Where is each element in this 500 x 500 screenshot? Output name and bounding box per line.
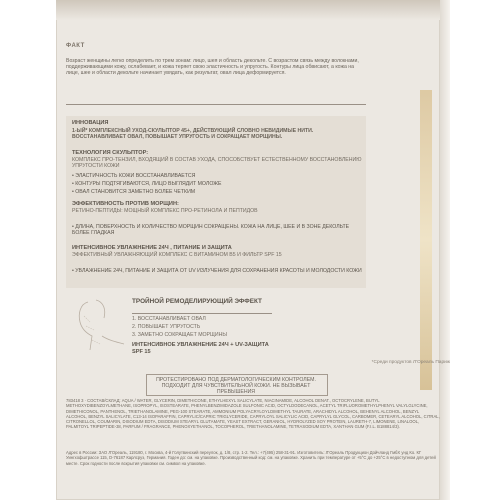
hydration-heading: ИНТЕНСИВНОЕ УВЛАЖНЕНИЕ 24Ч , ПИТАНИЕ И ЗАЩИТА bbox=[72, 245, 232, 251]
manufacturer-text: Адрес в России: ЗАО Л'Ореаль, 119180, г. Москва, 4-й Голутвинский переулок, д. 1/8, стр. 1-2. Тел.: +7(495) 258-31-91. Изготовитель: Л'Ореаль Продукцион Дойчланд ГмбХ унд Ко. КГ Уингхофштрассе 115, D-76187 Карлсруэ, Германия. Годен до: см. на упаковке. Производственный код: см. на упаковке. Хранить при температуре от +5°С до +25°С в недоступном для детей месте. Срок годности после вскрытия упаковки см. символ на упаковке. bbox=[66, 450, 436, 466]
sculptor-text: КОМПЛЕКС ПРО-ТЕНЗИЛ, ВХОДЯЩИЙ В СОСТАВ УХОДА, СПОСОБСТВУЕТ ЕСТЕСТВЕННОМУ ВОССТАНОВЛЕНИЮ УПРУГОСТИ КОЖИ bbox=[72, 157, 362, 170]
box-side-panel bbox=[440, 0, 450, 500]
triple-heading: ТРОЙНОЙ РЕМОДЕЛИРУЮЩИЙ ЭФФЕКТ bbox=[132, 298, 262, 305]
sculptor-bullet: • ОВАЛ СТАНОВИТСЯ ЗАМЕТНО БОЛЕЕ ЧЕТКИМ bbox=[72, 189, 195, 195]
triple-extra: ИНТЕНСИВНОЕ УВЛАЖНЕНИЕ 24Ч + UV-ЗАЩИТА SPF 15 bbox=[132, 342, 269, 355]
hydration-bullet: • УВЛАЖНЕНИЕ 24Ч, ПИТАНИЕ И ЗАЩИТА ОТ UV ИЗЛУЧЕНИЯ ДЛЯ СОХРАНЕНИЯ КРАСОТЫ И МОЛОДОСТИ КОЖИ bbox=[72, 268, 362, 274]
innovation-text: 1-ЫЙ* КОМПЛЕКСНЫЙ УХОД-СКУЛЬПТОР 45+, ДЕЙСТВУЮЩИЙ СЛОВНО НЕВИДИМЫЕ НИТИ. ВОССТАНАВЛИВАЕТ ОВАЛ, ПОВЫШАЕТ УПРУГОСТЬ И СОКРАЩАЕТ МОРЩИНЫ. bbox=[72, 128, 314, 141]
wrinkles-bullet: • ДЛИНА, ПОВЕРХНОСТЬ И КОЛИЧЕСТВО МОРЩИН СОКРАЩЕНЫ. КОЖА НА ЛИЦЕ, ШЕЕ И В ЗОНЕ ДЕКОЛЬТЕ БОЛЕЕ ГЛАДКАЯ bbox=[72, 224, 362, 236]
face-illustration-icon bbox=[66, 296, 126, 356]
triple-item: 2. ПОВЫШАЕТ УПРУГОСТЬ bbox=[132, 324, 201, 330]
divider bbox=[132, 313, 272, 314]
dermatology-text: ПРОТЕСТИРОВАНО ПОД ДЕРМАТОЛОГИЧЕСКИМ КОНТРОЛЕМ. ПОДХОДИТ ДЛЯ ЧУВСТВИТЕЛЬНОЙ КОЖИ. НЕ ВЫЗЫВАЕТ ПРЕВЫШЕНИЯ bbox=[156, 377, 316, 396]
fact-text: Возраст женщины легко определить по трем зонам: лицо, шея и область декольте. С возрастом связь между волокнами, поддерживающими кожу, ослабевает, и кожа теряет свою эластичность и упругость. Контуры лица обвисают, а кожа на лице, шее и области декольте начинает увядать, как результат, овал лица деформируется. bbox=[66, 58, 359, 77]
hydration-text: ЭФФЕКТИВНЫЙ УВЛАЖНЯЮЩИЙ КОМПЛЕКС С ВИТАМИНОМ B5 И ФИЛЬТР SPF 15 bbox=[72, 252, 282, 258]
footnote: *Среди продуктов Л'Ореаль Париж bbox=[371, 360, 450, 365]
box-top-shade bbox=[56, 0, 440, 20]
composition-text: 783418 3 · СОСТАВ/СКЛАД: AQUA / WATER, GLYCERIN, DIMETHICONE, ETHYLHEXYL SALICYLATE, NIACINAMIDE, ALCOHOL DENAT., OCTOCRYLENE, BUTYL METHOXYDIBENZOYLMETHANE, ISOPROPYL, ISOSTEARATE, PHENYLBENZIMIDAZOLE SULFONIC ACID, OCTYLDODECANOL, ACETYL TRIFLUOROMETHYLPHENYL VALYLGLYCINE, DIMETHICONOL, PANTHENOL, TRIETHANOLAMINE, PEG-100 STEARATE, AMMONIUM POLYACRYLOYLDIMETHYL TAURATE, ARACHIDYL ALCOHOL, BEHENYL ALCOHOL, BENZYL ALCOHOL, BENZYL SALICYLATE, C13-14 ISOPARAFFIN, CAPRYLIC/CAPRIC TRIGLYCERIDE, CAPRYLOYL SALICYLIC ACID, CAPRYLYL GLYCOL, CARBOMER, CETEARYL ALCOHOL, CITRAL, CITRONELLOL, COUMARIN, DISODIUM EDTA, DISODIUM STEARYL GLUTAMATE, YEAST EXTRACT, GERANIOL, HYDROLYZED SOY PROTEIN, LAURETH-7, LIMONENE, LINALOOL, PALMITOYL TRIPEPTIDE-38, PARFUM / FRAGRANCE, PHENOXYETHANOL, TOCOPHEROL, TRIETHANOLAMINE, TETRASODIUM EDTA, XANTHAN GUM (F.I.L. B188814/3). bbox=[66, 398, 440, 430]
triple-item: 1. ВОССТАНАВЛИВАЕТ ОВАЛ bbox=[132, 316, 206, 322]
sculptor-bullet: • ЭЛАСТИЧНОСТЬ КОЖИ ВОССТАНАВЛИВАЕТСЯ bbox=[72, 173, 195, 179]
sculptor-bullet: • КОНТУРЫ ПОДТЯГИВАЮТСЯ, ЛИЦО ВЫГЛЯДИТ МОЛОЖЕ bbox=[72, 181, 222, 187]
fact-heading: ФАКТ bbox=[66, 43, 85, 49]
divider bbox=[66, 104, 366, 105]
wrinkles-heading: ЭФФЕКТИВНОСТЬ ПРОТИВ МОРЩИН: bbox=[72, 201, 179, 207]
innovation-heading: ИННОВАЦИЯ bbox=[72, 120, 109, 126]
sculptor-heading: ТЕХНОЛОГИЯ СКУЛЬПТОР: bbox=[72, 150, 149, 156]
wrinkles-text: РЕТИНО-ПЕПТИДЫ: МОЩНЫЙ КОМПЛЕКС ПРО-РЕТИНОЛА И ПЕПТИДОВ bbox=[72, 208, 258, 214]
gold-stripe bbox=[420, 90, 432, 390]
triple-item: 3. ЗАМЕТНО СОКРАЩАЕТ МОРЩИНЫ bbox=[132, 332, 227, 338]
